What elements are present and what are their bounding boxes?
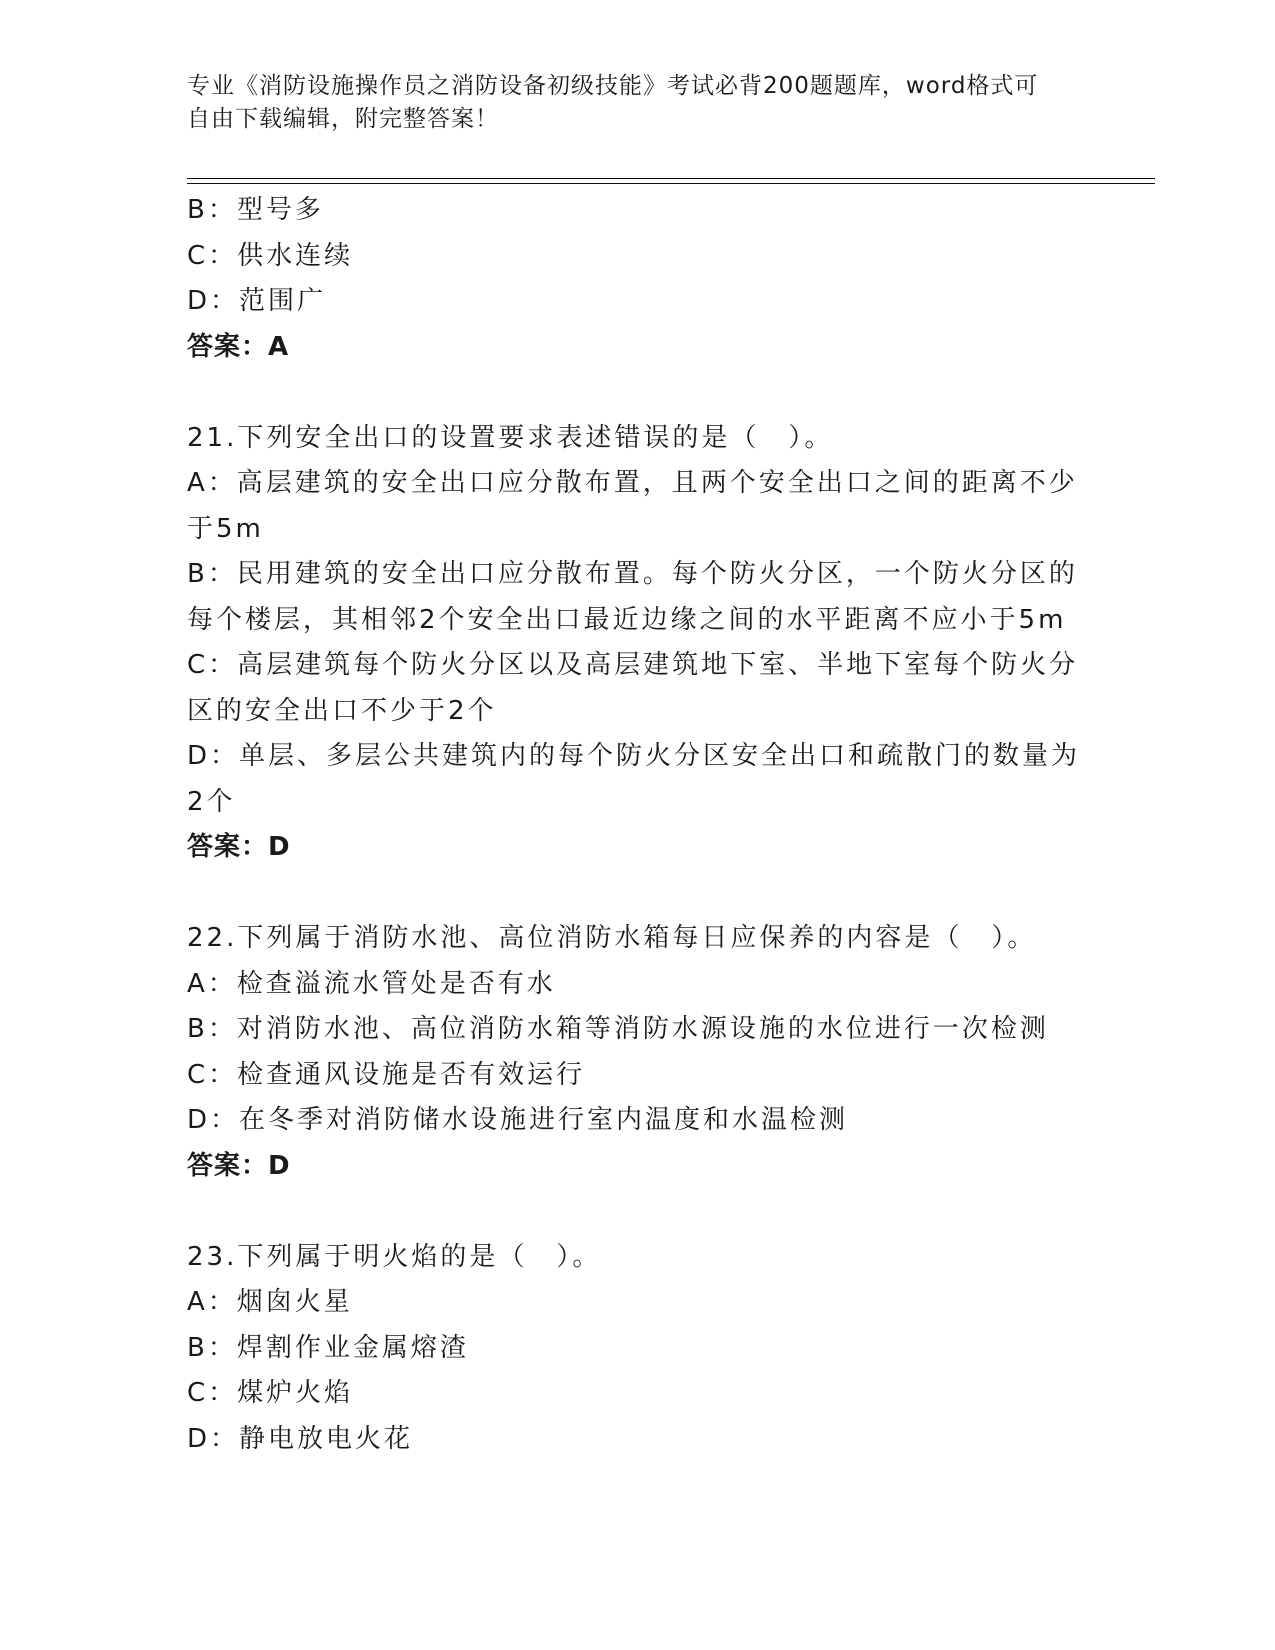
option-d: D：在冬季对消防储水设施进行室内温度和水温检测 <box>187 1105 849 1135</box>
option-d: D：静电放电火花 <box>187 1423 414 1454</box>
option-d: D：范围广 <box>187 286 327 316</box>
question-block-22 <box>187 916 1087 1189</box>
option-b-continued: 每个楼层，其相邻2个安全出口最近边缘之间的水平距离不应小于5m <box>187 604 1067 635</box>
option-c: C：高层建筑每个防火分区以及高层建筑地下室、半地下室每个防火分 <box>187 650 1079 680</box>
option-c: C：检查通风设施是否有效运行 <box>187 1059 586 1090</box>
option-c-continued: 区的安全出口不少于2个 <box>187 695 497 726</box>
option-a: A：高层建筑的安全出口应分散布置，且两个安全出口之间的距离不少 <box>187 468 1078 498</box>
document-header <box>187 70 1087 136</box>
option-b: B：对消防水池、高位消防水箱等消防水源设施的水位进行一次检测 <box>187 1014 1049 1044</box>
answer-line: 答案：D <box>187 1150 291 1181</box>
option-a-continued: 于5m <box>187 513 264 544</box>
question-stem: 23.下列属于明火焰的是（ ）。 <box>187 1241 602 1272</box>
question-block-21 <box>187 416 1087 871</box>
header-title-line-1: 专业《消防设施操作员之消防设备初级技能》考试必背200题题库，word格式可 <box>187 73 1039 99</box>
option-b: B：民用建筑的安全出口应分散布置。每个防火分区，一个防火分区的 <box>187 559 1078 589</box>
question-stem: 22.下列属于消防水池、高位消防水箱每日应保养的内容是（ ）。 <box>187 923 1037 953</box>
spacer <box>187 1189 1087 1235</box>
question-list <box>187 188 1087 1462</box>
header-divider-bottom <box>187 183 1155 184</box>
option-a: A：烟囱火星 <box>187 1287 353 1317</box>
option-b: B：焊割作业金属熔渣 <box>187 1332 469 1363</box>
answer-line: 答案：A <box>187 331 290 362</box>
option-d: D：单层、多层公共建筑内的每个防火分区安全出口和疏散门的数量为 <box>187 741 1081 771</box>
option-d-continued: 2个 <box>187 786 236 817</box>
question-block-previous <box>187 188 1087 370</box>
question-stem: 21.下列安全出口的设置要求表述错误的是（ ）。 <box>187 422 834 453</box>
header-divider-top <box>187 178 1155 179</box>
option-b: B：型号多 <box>187 195 324 225</box>
header-title-line-2: 自由下载编辑，附完整答案！ <box>187 106 499 132</box>
option-c: C：煤炉火焰 <box>187 1378 354 1408</box>
spacer <box>187 871 1087 917</box>
option-c: C：供水连续 <box>187 240 354 271</box>
spacer <box>187 370 1087 416</box>
answer-line: 答案：D <box>187 832 291 862</box>
question-block-23 <box>187 1235 1087 1463</box>
option-a: A：检查溢流水管处是否有水 <box>187 968 556 999</box>
